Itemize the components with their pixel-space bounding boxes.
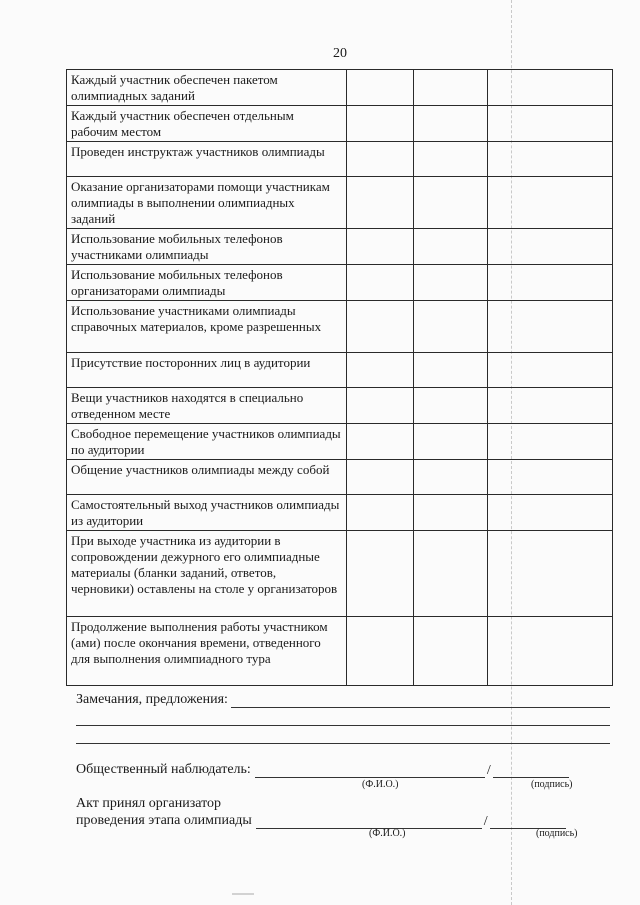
- table-row: [67, 265, 613, 301]
- table-row: [67, 229, 613, 265]
- observer-signature-block: [76, 762, 569, 778]
- checklist-cell[interactable]: [347, 106, 414, 142]
- checklist-cell[interactable]: [414, 177, 488, 229]
- checklist-item-label: Оказание организаторами помощи участникам олимпиады в выполнении олимпиадных заданий: [67, 177, 347, 229]
- checklist-cell[interactable]: [488, 301, 613, 353]
- table-row: [67, 142, 613, 177]
- observer-sign-caption: (подпись): [531, 779, 573, 790]
- checklist-cell[interactable]: [414, 106, 488, 142]
- checklist-item-label: Использование участниками олимпиады справочных материалов, кроме разрешенных: [67, 301, 347, 353]
- page-number: 20: [333, 46, 347, 61]
- table-row: [67, 177, 613, 229]
- observer-signature-field[interactable]: [493, 765, 569, 778]
- observer-label: Общественный наблюдатель:: [76, 762, 251, 777]
- table-row: [67, 424, 613, 460]
- table-row: [67, 388, 613, 424]
- separator-slash: /: [483, 814, 488, 829]
- checklist-body: [67, 70, 613, 686]
- checklist-cell[interactable]: [488, 229, 613, 265]
- observer-fio-caption: (Ф.И.О.): [362, 779, 399, 790]
- checklist-cell[interactable]: [347, 388, 414, 424]
- table-row: [67, 106, 613, 142]
- table-row: [67, 301, 613, 353]
- checklist-cell[interactable]: [414, 617, 488, 686]
- checklist-cell[interactable]: [347, 142, 414, 177]
- organizer-fio-caption: (Ф.И.О.): [369, 828, 406, 839]
- checklist-item-label: Продолжение выполнения работы участником (ами) после окончания времени, отведенного для выполнения олимпиадного тура: [67, 617, 347, 686]
- checklist-cell[interactable]: [488, 142, 613, 177]
- checklist-cell[interactable]: [347, 70, 414, 106]
- separator-slash: /: [486, 763, 491, 778]
- checklist-cell[interactable]: [414, 301, 488, 353]
- checklist-cell[interactable]: [488, 460, 613, 495]
- checklist-cell[interactable]: [347, 177, 414, 229]
- organizer-label-line2: проведения этапа олимпиады: [76, 813, 252, 828]
- checklist-cell[interactable]: [488, 353, 613, 388]
- organizer-sign-caption: (подпись): [536, 828, 578, 839]
- table-row: [67, 70, 613, 106]
- checklist-cell[interactable]: [488, 388, 613, 424]
- checklist-cell[interactable]: [414, 142, 488, 177]
- table-row: [67, 531, 613, 617]
- table-row: [67, 617, 613, 686]
- notes-input-line[interactable]: [76, 726, 610, 744]
- scan-artifact: [232, 893, 254, 895]
- checklist-cell[interactable]: [488, 265, 613, 301]
- checklist-cell[interactable]: [488, 424, 613, 460]
- notes-section: [76, 692, 610, 744]
- checklist-cell[interactable]: [347, 531, 414, 617]
- checklist-cell[interactable]: [347, 424, 414, 460]
- checklist-cell[interactable]: [414, 70, 488, 106]
- checklist-item-label: Проведен инструктаж участников олимпиады: [67, 142, 347, 177]
- checklist-cell[interactable]: [488, 177, 613, 229]
- checklist-cell[interactable]: [347, 229, 414, 265]
- observation-checklist-table: [66, 69, 613, 686]
- checklist-cell[interactable]: [347, 353, 414, 388]
- checklist-item-label: При выходе участника из аудитории в сопровождении дежурного его олимпиадные материалы (бланки заданий, ответов, черновики) оставлены на столе у организаторов: [67, 531, 347, 617]
- checklist-cell[interactable]: [347, 460, 414, 495]
- checklist-item-label: Общение участников олимпиады между собой: [67, 460, 347, 495]
- checklist-cell[interactable]: [347, 301, 414, 353]
- table-row: [67, 495, 613, 531]
- checklist-cell[interactable]: [488, 70, 613, 106]
- checklist-cell[interactable]: [414, 424, 488, 460]
- observer-name-field[interactable]: [255, 765, 485, 778]
- checklist-item-label: Свободное перемещение участников олимпиады по аудитории: [67, 424, 347, 460]
- notes-input-line[interactable]: [76, 708, 610, 726]
- notes-label: Замечания, предложения:: [76, 692, 228, 707]
- checklist-cell[interactable]: [414, 531, 488, 617]
- checklist-cell[interactable]: [414, 229, 488, 265]
- checklist-cell[interactable]: [488, 531, 613, 617]
- checklist-cell[interactable]: [414, 265, 488, 301]
- organizer-label-line1: Акт принял организатор: [76, 796, 222, 811]
- table-row: [67, 353, 613, 388]
- checklist-item-label: Каждый участник обеспечен отдельным рабочим местом: [67, 106, 347, 142]
- checklist-item-label: Использование мобильных телефонов организаторами олимпиады: [67, 265, 347, 301]
- checklist-item-label: Вещи участников находятся в специально отведенном месте: [67, 388, 347, 424]
- checklist-cell[interactable]: [414, 353, 488, 388]
- table-row: [67, 460, 613, 495]
- checklist-cell[interactable]: [347, 495, 414, 531]
- checklist-item-label: Каждый участник обеспечен пакетом олимпиадных заданий: [67, 70, 347, 106]
- checklist-cell[interactable]: [347, 617, 414, 686]
- checklist-cell[interactable]: [414, 388, 488, 424]
- checklist-item-label: Присутствие посторонних лиц в аудитории: [67, 353, 347, 388]
- checklist-cell[interactable]: [347, 265, 414, 301]
- checklist-cell[interactable]: [488, 495, 613, 531]
- checklist-item-label: Самостоятельный выход участников олимпиады из аудитории: [67, 495, 347, 531]
- notes-input-line[interactable]: [231, 695, 610, 708]
- checklist-cell[interactable]: [488, 106, 613, 142]
- organizer-signature-block: [76, 796, 566, 829]
- checklist-cell[interactable]: [414, 460, 488, 495]
- checklist-cell[interactable]: [414, 495, 488, 531]
- checklist-item-label: Использование мобильных телефонов участниками олимпиады: [67, 229, 347, 265]
- checklist-cell[interactable]: [488, 617, 613, 686]
